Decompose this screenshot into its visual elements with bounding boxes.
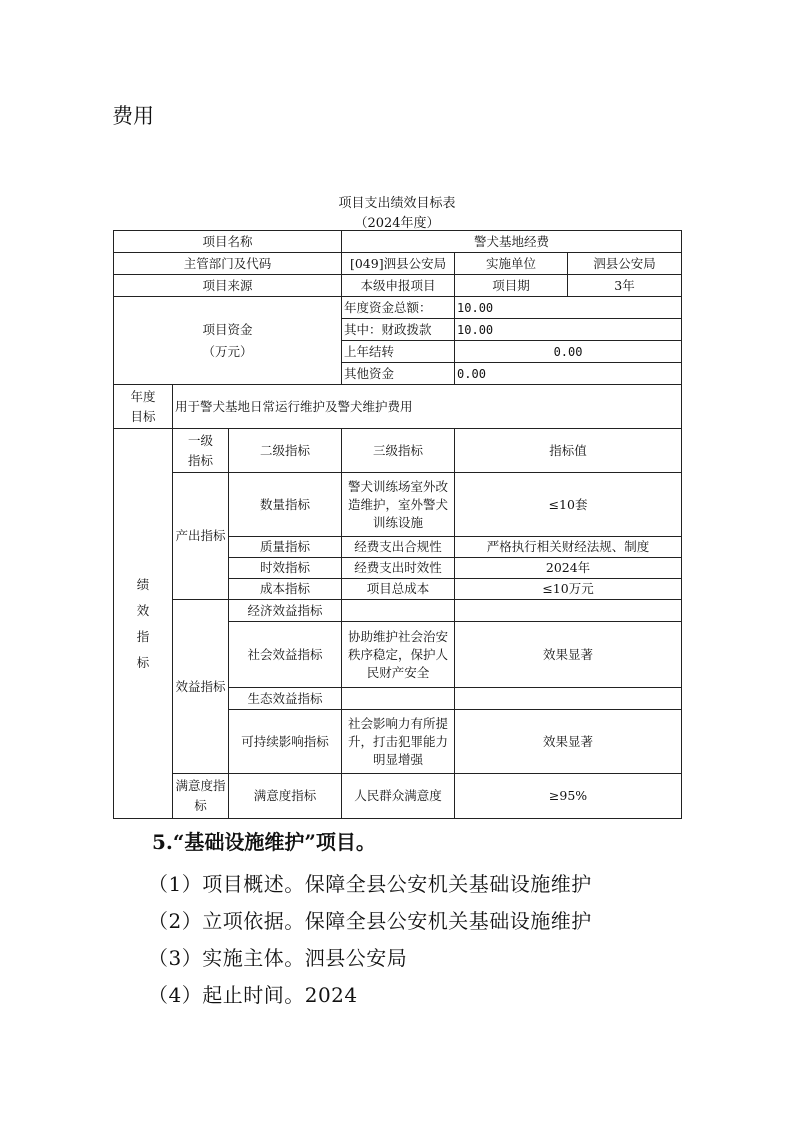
output-l3: 项目总成本 (342, 579, 455, 600)
benefit-value: 效果显著 (455, 710, 682, 774)
table-row (114, 600, 682, 622)
table-row (114, 429, 682, 473)
table-row (114, 473, 682, 537)
output-l3: 经费支出时效性 (342, 558, 455, 579)
benefit-l2: 社会效益指标 (229, 622, 342, 688)
benefit-value: 效果显著 (455, 622, 682, 688)
goal-value: 用于警犬基地日常运行维护及警犬维护费用 (173, 385, 682, 429)
impl-label: 实施单位 (455, 253, 568, 275)
output-value: 2024年 (455, 558, 682, 579)
benefit-value (455, 600, 682, 622)
project-name-label: 项目名称 (114, 231, 342, 253)
header-l2: 二级指标 (229, 429, 342, 473)
benefit-l3 (342, 600, 455, 622)
benefit-l2: 生态效益指标 (229, 688, 342, 710)
benefit-l3: 协助维护社会治安秩序稳定，保护人民财产安全 (342, 622, 455, 688)
table-title: 项目支出绩效目标表 (338, 196, 456, 211)
benefit-label: 效益指标 (173, 600, 229, 774)
table-row (114, 275, 682, 297)
list-item: （1）项目概述。保障全县公安机关基础设施维护 (148, 872, 592, 896)
list-item: （2）立项依据。保障全县公安机关基础设施维护 (148, 909, 592, 933)
table-row (114, 231, 682, 253)
output-label: 产出指标 (173, 473, 229, 600)
dept-value: [049]泗县公安局 (342, 253, 455, 275)
benefit-value (455, 688, 682, 710)
output-l2: 数量指标 (229, 473, 342, 537)
table-subtitle: （2024年度） (354, 216, 440, 231)
output-value: ≤10万元 (455, 579, 682, 600)
period-value: 3年 (568, 275, 682, 297)
funds-item-label: 上年结转 (342, 341, 455, 363)
benefit-l2: 经济效益指标 (229, 600, 342, 622)
list-item: （4）起止时间。2024 (148, 983, 358, 1007)
perf-label: 绩 效 指 标 (114, 429, 173, 819)
satisfaction-l2: 满意度指标 (229, 774, 342, 819)
output-l3: 经费支出合规性 (342, 537, 455, 558)
header-l3: 三级指标 (342, 429, 455, 473)
source-value: 本级申报项目 (342, 275, 455, 297)
benefit-l2: 可持续影响指标 (229, 710, 342, 774)
table-row (114, 297, 682, 319)
period-label: 项目期 (455, 275, 568, 297)
output-l3: 警犬训练场室外改造维护，室外警犬训练设施 (342, 473, 455, 537)
source-label: 项目来源 (114, 275, 342, 297)
benefit-l3 (342, 688, 455, 710)
output-value: ≤10套 (455, 473, 682, 537)
benefit-l3: 社会影响力有所提升，打击犯罪能力明显增强 (342, 710, 455, 774)
section-heading: 5.“基础设施维护”项目。 (152, 830, 376, 854)
output-value: 严格执行相关财经法规、制度 (455, 537, 682, 558)
funds-label: 项目资金 （万元） (114, 297, 342, 385)
dept-label: 主管部门及代码 (114, 253, 342, 275)
funds-item-value: 10.00 (455, 319, 682, 341)
satisfaction-l3: 人民群众满意度 (342, 774, 455, 819)
list-item: （3）实施主体。泗县公安局 (148, 946, 408, 970)
table-row (114, 253, 682, 275)
header-l1: 一级 指标 (173, 429, 229, 473)
table-row (114, 774, 682, 819)
lead-text: 费用 (112, 104, 154, 128)
table-row (114, 385, 682, 429)
output-l2: 时效指标 (229, 558, 342, 579)
goal-label: 年度 目标 (114, 385, 173, 429)
funds-item-value: 10.00 (455, 297, 682, 319)
funds-item-value: 0.00 (455, 341, 682, 363)
satisfaction-value: ≥95% (455, 774, 682, 819)
output-l2: 成本指标 (229, 579, 342, 600)
funds-item-label: 其中：财政拨款 (342, 319, 455, 341)
funds-item-label: 其他资金 (342, 363, 455, 385)
funds-item-label: 年度资金总额： (342, 297, 455, 319)
satisfaction-label: 满意度指 标 (173, 774, 229, 819)
project-name-value: 警犬基地经费 (342, 231, 682, 253)
output-l2: 质量指标 (229, 537, 342, 558)
performance-table (113, 230, 682, 819)
funds-item-value: 0.00 (455, 363, 682, 385)
header-value: 指标值 (455, 429, 682, 473)
impl-value: 泗县公安局 (568, 253, 682, 275)
